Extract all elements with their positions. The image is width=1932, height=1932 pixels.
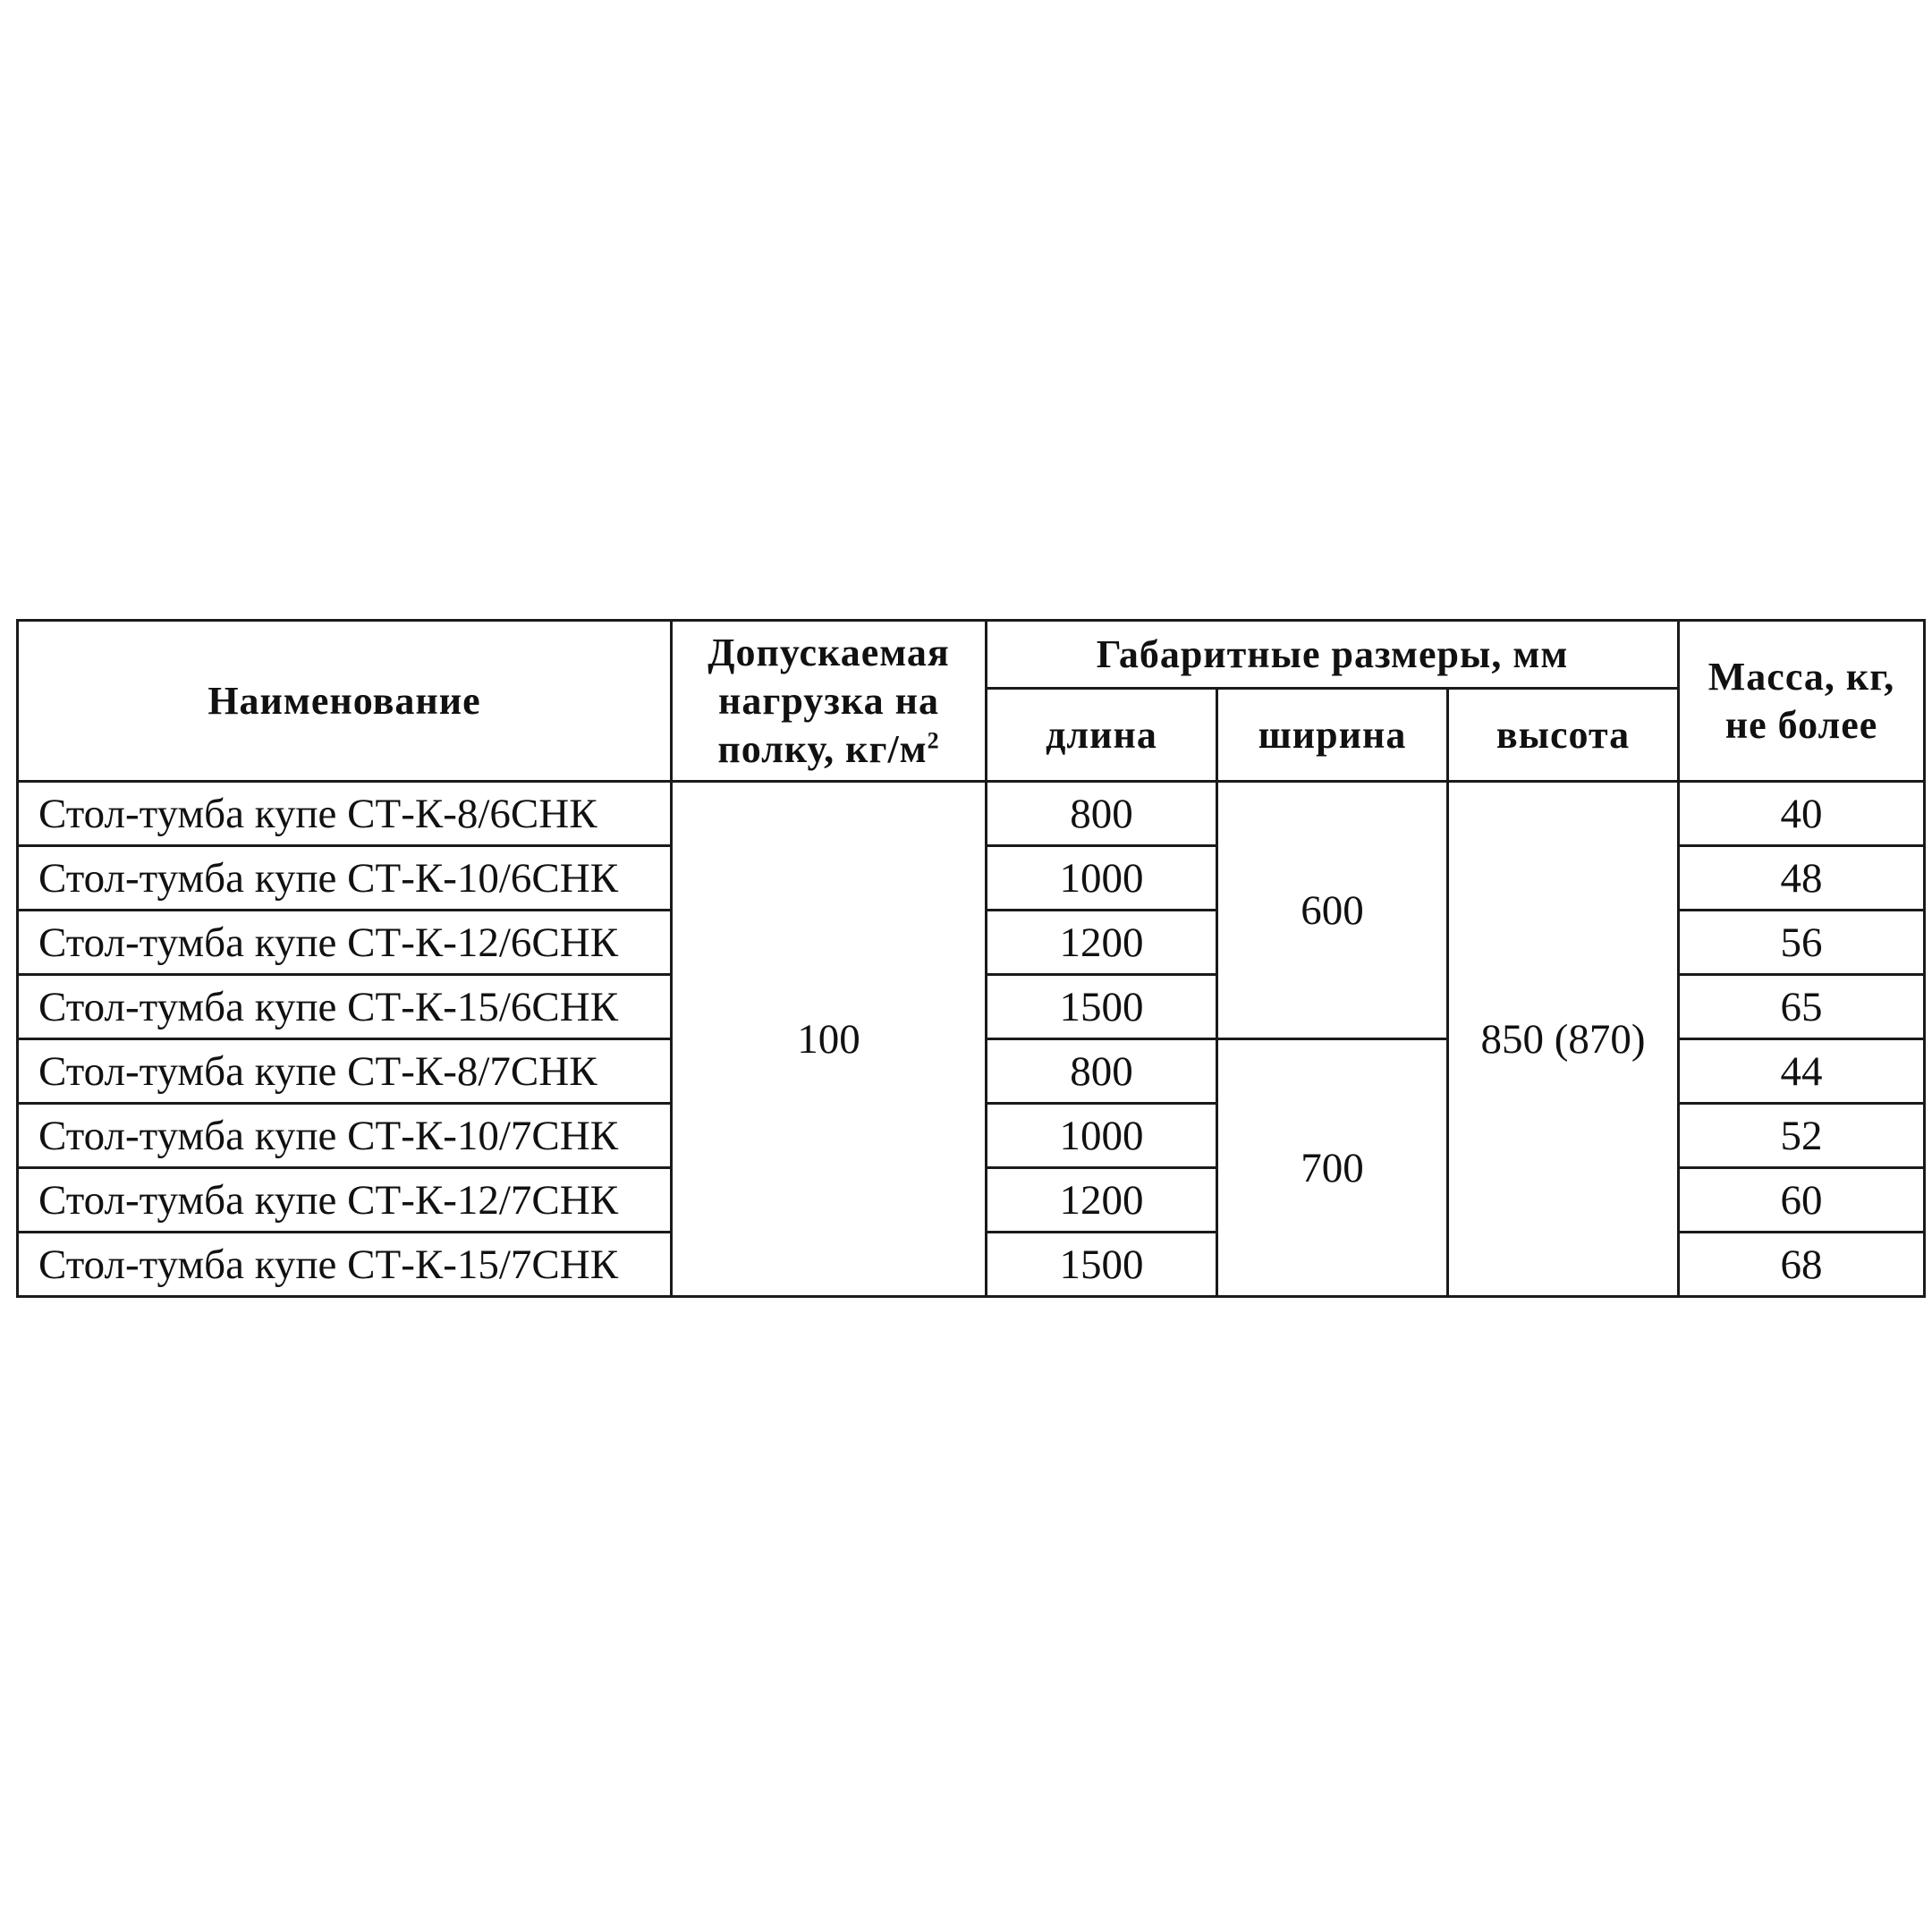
header-height: высота bbox=[1448, 689, 1679, 782]
header-dimensions: Габаритные размеры, мм bbox=[987, 621, 1679, 689]
row-length: 800 bbox=[987, 1039, 1217, 1104]
header-load bbox=[672, 621, 987, 782]
row-name: Стол-тумба купе СТ-К-10/7СНК bbox=[18, 1104, 672, 1168]
row-length: 1500 bbox=[987, 1233, 1217, 1297]
row-name: Стол-тумба купе СТ-К-8/7СНК bbox=[18, 1039, 672, 1104]
width-value-600: 600 bbox=[1217, 782, 1448, 1039]
row-mass: 52 bbox=[1679, 1104, 1925, 1168]
header-mass: Масса, кг, не более bbox=[1679, 621, 1925, 782]
height-value: 850 (870) bbox=[1448, 782, 1679, 1297]
row-mass: 60 bbox=[1679, 1168, 1925, 1233]
row-name: Стол-тумба купе СТ-К-10/6СНК bbox=[18, 846, 672, 911]
row-mass: 65 bbox=[1679, 975, 1925, 1039]
spec-table bbox=[16, 619, 1926, 1298]
row-name: Стол-тумба купе СТ-К-12/6СНК bbox=[18, 911, 672, 975]
header-load-text: Допускаемая нагрузка на полку, кг/м bbox=[708, 630, 950, 771]
header-name: Наименование bbox=[18, 621, 672, 782]
row-length: 1000 bbox=[987, 1104, 1217, 1168]
row-mass: 40 bbox=[1679, 782, 1925, 846]
header-row-top bbox=[18, 621, 1925, 689]
table-row bbox=[18, 782, 1925, 846]
row-mass: 56 bbox=[1679, 911, 1925, 975]
header-load-sup: 2 bbox=[927, 726, 940, 753]
header-width: ширина bbox=[1217, 689, 1448, 782]
row-mass: 68 bbox=[1679, 1233, 1925, 1297]
row-name: Стол-тумба купе СТ-К-15/7СНК bbox=[18, 1233, 672, 1297]
row-mass: 44 bbox=[1679, 1039, 1925, 1104]
row-mass: 48 bbox=[1679, 846, 1925, 911]
row-name: Стол-тумба купе СТ-К-12/7СНК bbox=[18, 1168, 672, 1233]
row-length: 1200 bbox=[987, 1168, 1217, 1233]
row-length: 1500 bbox=[987, 975, 1217, 1039]
header-length: длина bbox=[987, 689, 1217, 782]
load-value: 100 bbox=[672, 782, 987, 1297]
row-name: Стол-тумба купе СТ-К-15/6СНК bbox=[18, 975, 672, 1039]
row-length: 1000 bbox=[987, 846, 1217, 911]
row-length: 800 bbox=[987, 782, 1217, 846]
row-length: 1200 bbox=[987, 911, 1217, 975]
row-name: Стол-тумба купе СТ-К-8/6СНК bbox=[18, 782, 672, 846]
width-value-700: 700 bbox=[1217, 1039, 1448, 1297]
